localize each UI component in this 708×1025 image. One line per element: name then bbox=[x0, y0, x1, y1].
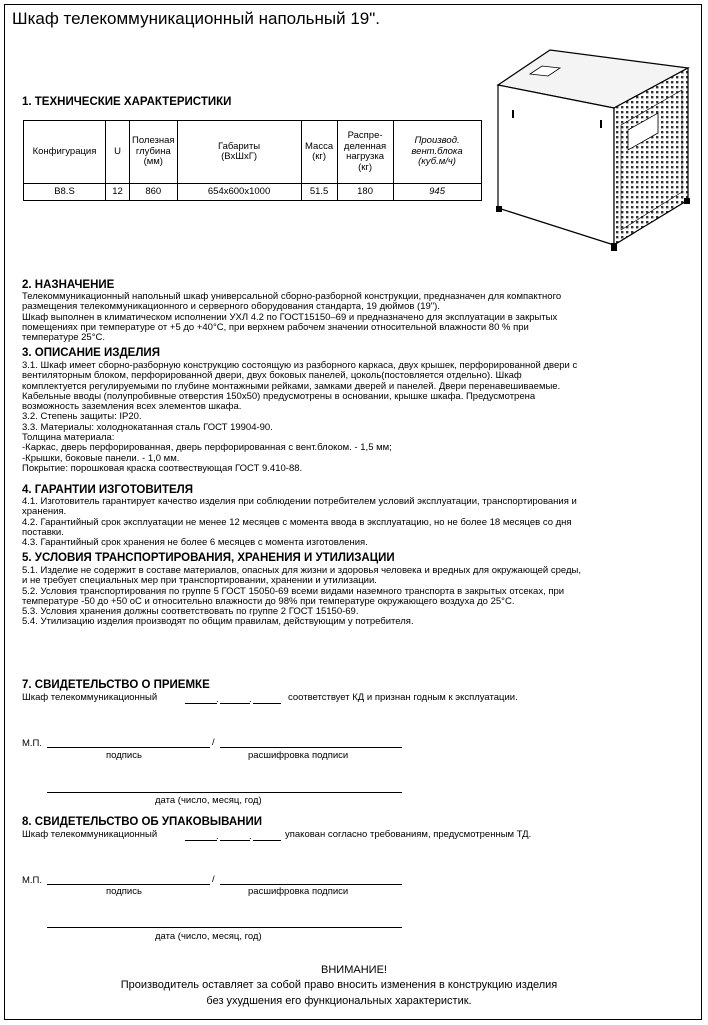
signature-caption: подпись bbox=[106, 886, 142, 897]
cell-fan: 945 bbox=[393, 184, 481, 201]
col-u: U bbox=[106, 121, 130, 184]
cabinet-illustration bbox=[490, 40, 690, 255]
stamp-label: М.П. bbox=[22, 875, 43, 886]
date-caption: дата (число, месяц, год) bbox=[155, 795, 262, 806]
specs-table bbox=[23, 120, 482, 201]
section-5-heading: 5. УСЛОВИЯ ТРАНСПОРТИРОВАНИЯ, ХРАНЕНИЯ И УТИЛИЗАЦИИ bbox=[22, 552, 395, 564]
slash-separator: / bbox=[212, 737, 215, 748]
slash-separator: / bbox=[212, 874, 215, 885]
signature-caption: подпись bbox=[106, 750, 142, 761]
cell-mass: 51.5 bbox=[301, 184, 337, 201]
signature-decode-caption: расшифровка подписи bbox=[248, 750, 349, 761]
signature-field[interactable] bbox=[47, 884, 210, 885]
section-2-body: Телекоммуникационный напольный шкаф универсальной сборно-разборной конструкции, предназначен для компактного размещения телекоммуникационного и серверного оборудования стандарта, 19 дюймов (19"). Шкаф выполнен в климатическом исполнении УХЛ 4.2 по ГОСТ15150–69 и предназначено для эксплуатации в закрытых помещениях при температуре от +5 до +40°С, при верхнем рабочем значении относительной влажности 80 % при температуре 25°С. bbox=[22, 291, 562, 344]
section-3-body: 3.1. Шкаф имеет сборно-разборную конструкцию состоящую из разборного каркаса, двух крышек, перфорированной двери с вентиляторным блоком, перфорированной двери, двух боковых панелей, цоколь(постовляется отдельно). Шкаф комплектуется регулируемыми по глубине монтажными рейками, замками дверей и панелей. Двери перенавешиваемые. Кабельные вводы (полупробивные отверстия 150х50) предусмотрены в основании, крышке шкафа. Предусмотрена возможность заземления всех элементов шкафа. 3.2. Степень защиты: IP20. 3.3. Материалы: холоднокатанная сталь ГОСТ 19904-90. Толщина материала: -Каркас, дверь перфорированная, дверь перфорированная с вент.блоком. - 1,5 мм; -Крышки, боковые панели. - 1,0 мм. Покрытие: порошковая краска соотвествующая ГОСТ 9.410-88. bbox=[22, 360, 578, 474]
stamp-label: М.П. bbox=[22, 738, 43, 749]
table-row bbox=[24, 184, 482, 201]
notice-line-1: Производитель оставляет за собой право вносить изменения в конструкцию изделия bbox=[120, 979, 558, 991]
section-3-heading: 3. ОПИСАНИЕ ИЗДЕЛИЯ bbox=[22, 347, 160, 359]
section-7-heading: 7. СВИДЕТЕЛЬСТВО О ПРИЕМКЕ bbox=[22, 679, 210, 691]
packing-suffix: упакован согласно требованиям, предусмотренным ТД. bbox=[285, 829, 532, 840]
serial-blank[interactable] bbox=[220, 840, 250, 841]
col-config: Конфигурация bbox=[24, 121, 106, 184]
section-4-heading: 4. ГАРАНТИИ ИЗГОТОВИТЕЛЯ bbox=[22, 484, 193, 496]
date-field[interactable] bbox=[47, 927, 402, 928]
acceptance-suffix: соответствует КД и признан годным к эксплуатации. bbox=[288, 692, 518, 703]
col-fan: Производ. вент.блока (куб.м/ч) bbox=[393, 121, 481, 184]
serial-blank[interactable] bbox=[185, 703, 217, 704]
signature-decode-field[interactable] bbox=[220, 747, 402, 748]
section-8-heading: 8. СВИДЕТЕЛЬСТВО ОБ УПАКОВЫВАНИИ bbox=[22, 816, 263, 828]
col-load: Распре- деленная нагрузка (кг) bbox=[337, 121, 393, 184]
notice-line-2: без ухудшения его функциональных характеристик. bbox=[206, 995, 472, 1007]
date-caption: дата (число, месяц, год) bbox=[155, 931, 262, 942]
section-4-body: 4.1. Изготовитель гарантирует качество изделия при соблюдении потребителем условий эксплуатации, транспортирования и хранения. 4.2. Гарантийный срок эксплуатации не менее 12 месяцев с момента ввода в эксплуатацию, но не более 18 месяцев со дня поставки. 4.3. Гарантийный срок хранения не более 6 месяцев с момента изготовления. bbox=[22, 496, 577, 549]
serial-blank[interactable] bbox=[185, 840, 217, 841]
cell-dims: 654x600x1000 bbox=[177, 184, 301, 201]
col-mass: Масса (кг) bbox=[301, 121, 337, 184]
signature-decode-caption: расшифровка подписи bbox=[248, 886, 349, 897]
serial-blank[interactable] bbox=[253, 840, 281, 841]
section-2-heading: 2. НАЗНАЧЕНИЕ bbox=[22, 279, 115, 291]
cell-load: 180 bbox=[337, 184, 393, 201]
serial-blank[interactable] bbox=[220, 703, 250, 704]
serial-blank[interactable] bbox=[253, 703, 281, 704]
document-title: Шкаф телекоммуникационный напольный 19". bbox=[12, 9, 381, 28]
notice-title: ВНИМАНИЕ! bbox=[321, 964, 387, 976]
col-depth: Полезная глубина (мм) bbox=[130, 121, 178, 184]
signature-decode-field[interactable] bbox=[220, 884, 402, 885]
col-dims: Габариты (ВхШхГ) bbox=[177, 121, 301, 184]
date-field[interactable] bbox=[47, 792, 402, 793]
cell-u: 12 bbox=[106, 184, 130, 201]
acceptance-prefix: Шкаф телекоммуникационный bbox=[22, 692, 158, 703]
section-5-body: 5.1. Изделие не содержит в составе материалов, опасных для жизни и здоровья человека и вредных для окружающей среды, и не требует специальных мер при транспортировании, хранении и утилизации. 5.2. Условия транспортирования по группе 5 ГОСТ 15050-69 всеми видами наземного транспорта в закрытых отсеках, при температуре -50 до +50 оС и относительно влажности до 98% при температуре окружающего воздуха до 25°С. 5.3. Условия хранения должны соответствовать по группе 2 ГОСТ 15150-69. 5.4. Утилизацию изделия производят по общим правилам, действующим у потребителя. bbox=[22, 565, 581, 628]
cell-config: В8.S bbox=[24, 184, 106, 201]
packing-prefix: Шкаф телекоммуникационный bbox=[22, 829, 158, 840]
cell-depth: 860 bbox=[130, 184, 178, 201]
specs-header-row bbox=[24, 121, 482, 184]
signature-field[interactable] bbox=[47, 747, 210, 748]
section-1-heading: 1. ТЕХНИЧЕСКИЕ ХАРАКТЕРИСТИКИ bbox=[22, 96, 232, 108]
